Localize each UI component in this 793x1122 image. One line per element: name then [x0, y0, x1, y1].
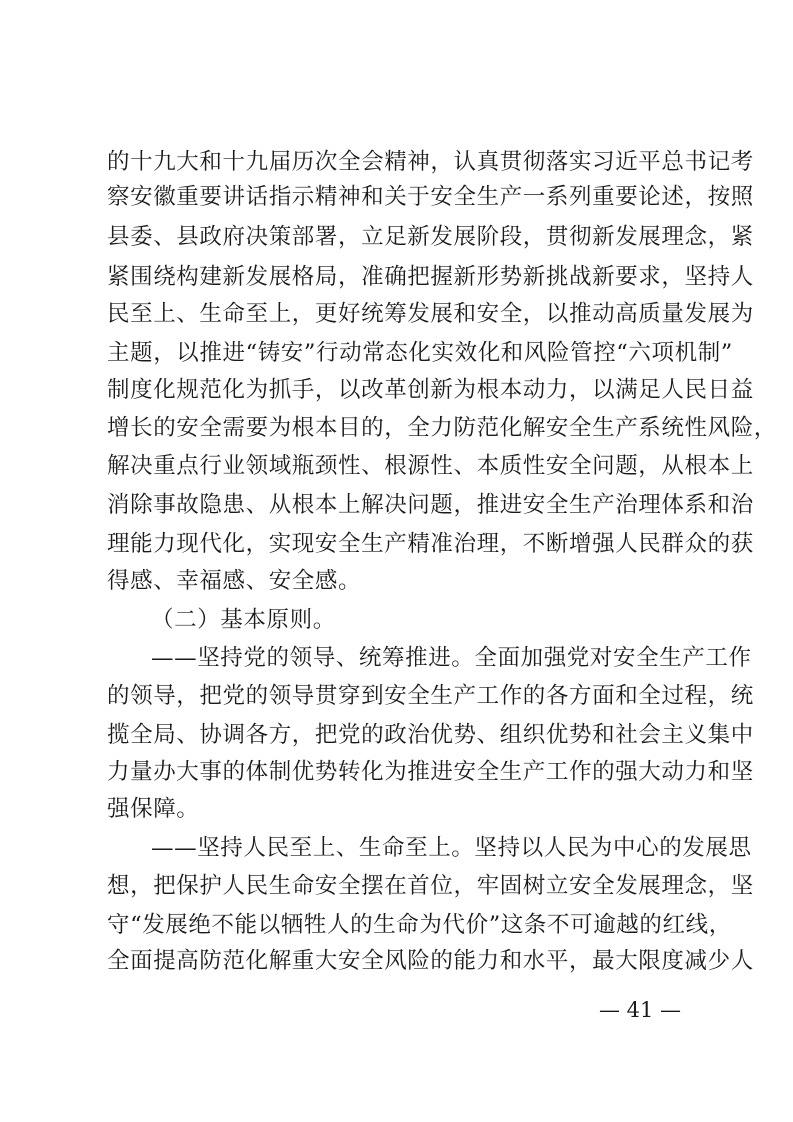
paragraph-3-line-1: ——坚持党的领导、统筹推进。全面加强党对安全生产工作: [151, 645, 752, 671]
paragraph-1-line-11: 理能力现代化，实现安全生产精准治理，不断增强人民群众的获: [107, 531, 754, 557]
paragraph-3-line-2: 的领导，把党的领导贯穿到安全生产工作的各方面和全过程，统: [107, 683, 754, 709]
section-heading-basic-principles: （二）基本原则。: [151, 607, 336, 633]
paragraph-4-line-3: 守“发展绝不能以牺牲人的生命为代价”这条不可逾越的红线，: [107, 912, 732, 938]
paragraph-1-line-9: 解决重点行业领域瓶颈性、根源性、本质性安全问题，从根本上: [107, 453, 754, 479]
paragraph-3-line-4: 力量办大事的体制优势转化为推进安全生产工作的强大动力和坚: [107, 759, 754, 785]
paragraph-4-line-1: ——坚持人民至上、生命至上。坚持以人民为中心的发展思: [151, 835, 752, 861]
paragraph-1-line-1: 的十九大和十九届历次全会精神，认真贯彻落实习近平总书记考: [107, 149, 754, 175]
paragraph-1-line-8: 增长的安全需要为根本目的，全力防范化解安全生产系统性风险，: [107, 415, 777, 441]
paragraph-3-line-5: 强保障。: [107, 796, 200, 822]
paragraph-4-line-2: 想，把保护人民生命安全摆在首位，牢固树立安全发展理念，坚: [107, 873, 754, 899]
paragraph-1-line-3: 县委、县政府决策部署，立足新发展阶段，贯彻新发展理念，紧: [107, 224, 754, 250]
paragraph-1-line-10: 消除事故隐患、从根本上解决问题，推进安全生产治理体系和治: [107, 492, 754, 518]
page-number: — 41 —: [598, 998, 682, 1022]
paragraph-1-line-7: 制度化规范化为抓手，以改革创新为根本动力，以满足人民日益: [107, 377, 754, 403]
paragraph-1-line-12: 得感、幸福感、安全感。: [107, 568, 362, 594]
paragraph-1-line-6: 主题，以推进“铸安”行动常态化实效化和风险管控“六项机制”: [107, 340, 733, 366]
paragraph-4-line-4: 全面提高防范化解重大安全风险的能力和水平，最大限度减少人: [107, 948, 754, 974]
paragraph-1-line-5: 民至上、生命至上，更好统筹发展和安全，以推动高质量发展为: [107, 301, 754, 327]
paragraph-3-line-3: 揽全局、协调各方，把党的政治优势、组织优势和社会主义集中: [107, 722, 754, 748]
paragraph-1-line-4: 紧围绕构建新发展格局，准确把握新形势新挑战新要求，坚持人: [107, 264, 754, 290]
paragraph-1-line-2: 察安徽重要讲话指示精神和关于安全生产一系列重要论述，按照: [107, 184, 754, 210]
